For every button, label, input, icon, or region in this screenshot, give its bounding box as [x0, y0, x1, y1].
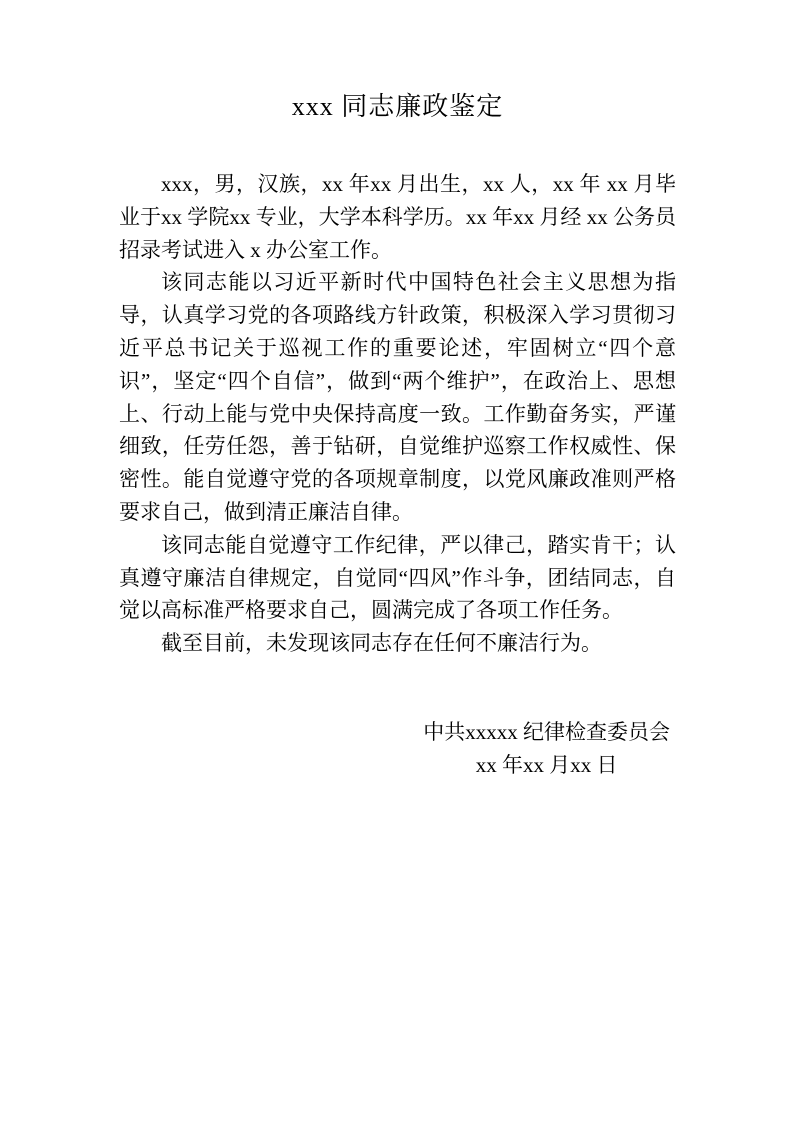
- signature-organization: 中共xxxxx 纪律检查委员会: [423, 719, 670, 744]
- signature-date: xx 年xx 月xx 日: [475, 752, 618, 777]
- paragraph-discipline-performance: 该同志能自觉遵守工作纪律，严以律己，踏实肯干；认真遵守廉洁自律规定，自觉同“四风”作斗争，团结同志，自觉以高标准严格要求自己，圆满完成了各项工作任务。: [119, 532, 676, 623]
- paragraph-conclusion: 截至目前，未发现该同志存在任何不廉洁行为。: [161, 631, 602, 656]
- paragraph-political-performance: 该同志能以习近平新时代中国特色社会主义思想为指导，认真学习党的各项路线方针政策，积极深入学习贯彻习近平总书记关于巡视工作的重要论述，牢固树立“四个意识”，坚定“四个自信”，做到“两个维护”，在政治上、思想上、行动上能与党中央保持高度一致。工作勤奋务实，严谨细致，任劳任怨，善于钻研，自觉维护巡察工作权威性、保密性。能自觉遵守党的各项规章制度，以党风廉政准则严格要求自己，做到清正廉洁自律。: [119, 270, 676, 524]
- document-title: xxx 同志廉政鉴定: [291, 92, 504, 121]
- paragraph-basic-info: xxx，男，汉族，xx 年xx 月出生，xx 人，xx 年 xx 月毕业于xx 学院xx 专业，大学本科学历。xx 年xx 月经 xx 公务员招录考试进入 x 办公室工作。: [119, 172, 676, 262]
- signature-block: [423, 716, 670, 782]
- document-body: [119, 168, 676, 660]
